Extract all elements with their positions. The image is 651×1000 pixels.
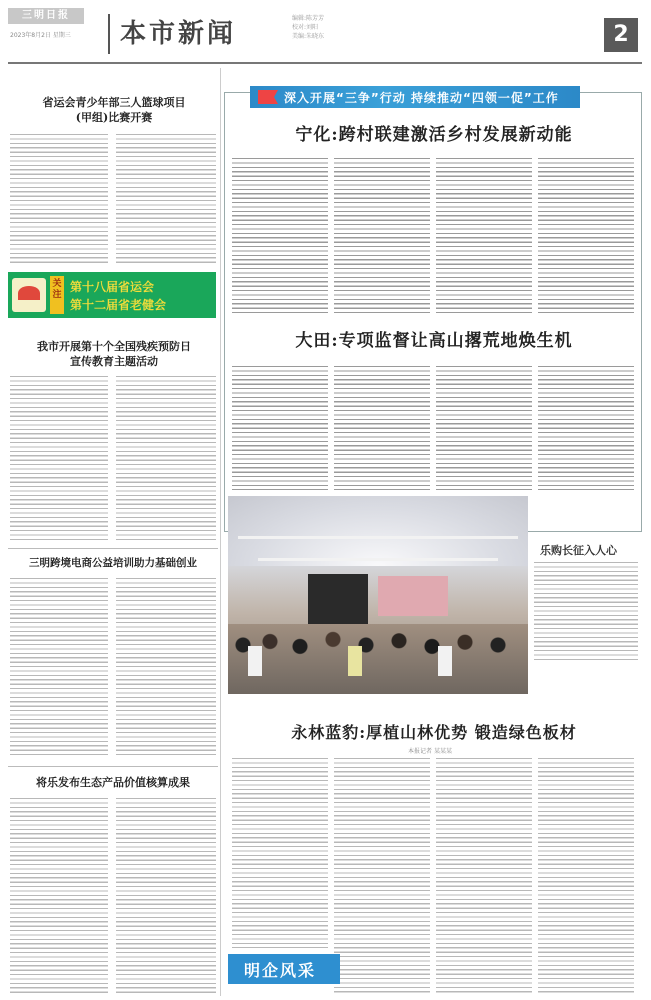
divider bbox=[8, 766, 218, 767]
mall-event-photo bbox=[228, 496, 528, 694]
story-3-body-col-2 bbox=[334, 758, 430, 994]
story-3-body-col-4 bbox=[538, 758, 634, 994]
banner-tag: 关注 bbox=[50, 276, 64, 314]
campaign-banner-text: 深入开展“三争”行动 持续推动“四领一促”工作 bbox=[284, 91, 559, 105]
article-1-headline bbox=[16, 96, 212, 126]
page-number: 2 bbox=[604, 18, 638, 52]
article-4-body-col-1 bbox=[10, 798, 108, 994]
editor-credit: 编辑:陈芳芳 bbox=[292, 15, 325, 22]
story-1-body-col-3 bbox=[436, 158, 532, 314]
story-1-body-col-1 bbox=[232, 158, 328, 314]
article-4-body-col-2 bbox=[116, 798, 216, 994]
proofreader-credit: 校对:刘阳 bbox=[292, 24, 319, 31]
photo-railing bbox=[238, 536, 518, 539]
photo-person bbox=[348, 646, 362, 676]
article-3-body-col-1 bbox=[10, 578, 108, 758]
article-1-body-col-1 bbox=[10, 134, 108, 266]
campaign-banner bbox=[250, 86, 580, 108]
column-divider bbox=[220, 68, 221, 996]
newspaper-logo: 三明日报 bbox=[8, 8, 84, 24]
flag-icon bbox=[258, 90, 278, 104]
column-tag-text: 明企风采 bbox=[244, 961, 317, 980]
story-3-body-col-1 bbox=[232, 758, 328, 948]
photo-booth bbox=[378, 576, 448, 616]
story-2-body-col-2 bbox=[334, 366, 430, 490]
article-1-title-line-2: (甲组)比赛开赛 bbox=[75, 110, 153, 124]
photo-railing bbox=[258, 558, 498, 561]
story-1-body-col-4 bbox=[538, 158, 634, 314]
photo-ceiling bbox=[228, 496, 528, 566]
story-2-body-col-3 bbox=[436, 366, 532, 490]
story-3-byline: 本报记者 某某某 bbox=[408, 748, 452, 755]
story-2-body-col-4 bbox=[538, 366, 634, 490]
article-2-body-col-2 bbox=[116, 376, 216, 540]
article-1-title-line-1: 省运会青少年部三人篮球项目 bbox=[42, 96, 186, 109]
article-2-title-line-2: 宣传教育主题活动 bbox=[70, 354, 158, 368]
masthead bbox=[0, 0, 651, 62]
designer-credit: 美编:朱晓东 bbox=[292, 33, 325, 40]
section-title: 本市新闻 bbox=[108, 14, 236, 54]
banner-line-2: 第十二届省老健会 bbox=[70, 298, 167, 312]
article-3-headline: 三明跨境电商公益培训助力基础创业 bbox=[29, 557, 197, 569]
story-3-body-col-3 bbox=[436, 758, 532, 994]
article-2-headline bbox=[14, 340, 214, 370]
column-tag bbox=[228, 954, 340, 984]
article-1-body-col-2 bbox=[116, 134, 216, 266]
issue-date: 2023年8月2日 星期三 bbox=[10, 32, 71, 39]
story-2-headline: 大田:专项监督让高山撂荒地焕生机 bbox=[295, 331, 573, 351]
divider bbox=[8, 548, 218, 549]
photo-crowd bbox=[228, 624, 528, 694]
story-3-headline: 永林蓝豹:厚植山林优势 锻造绿色板材 bbox=[291, 723, 577, 742]
article-4-headline: 将乐发布生态产品价值核算成果 bbox=[36, 776, 190, 789]
photo-person bbox=[438, 646, 452, 676]
story-1-headline: 宁化:跨村联建激活乡村发展新动能 bbox=[295, 125, 573, 145]
photo-caption-title: 乐购长征入人心 bbox=[540, 544, 617, 557]
article-3-body-col-2 bbox=[116, 578, 216, 758]
banner-line-1: 第十八届省运会 bbox=[70, 280, 155, 294]
masthead-rule bbox=[8, 62, 642, 64]
article-2-title-line-1: 我市开展第十个全国残疾预防日 bbox=[37, 340, 191, 353]
article-2-body-col-1 bbox=[10, 376, 108, 540]
story-2-body-col-1 bbox=[232, 366, 328, 490]
photo-person bbox=[248, 646, 262, 676]
editor-credits bbox=[292, 14, 324, 41]
sports-games-banner bbox=[8, 272, 216, 318]
story-1-body-col-2 bbox=[334, 158, 430, 314]
photo-caption-body bbox=[534, 562, 638, 662]
games-logo-icon bbox=[12, 278, 46, 312]
